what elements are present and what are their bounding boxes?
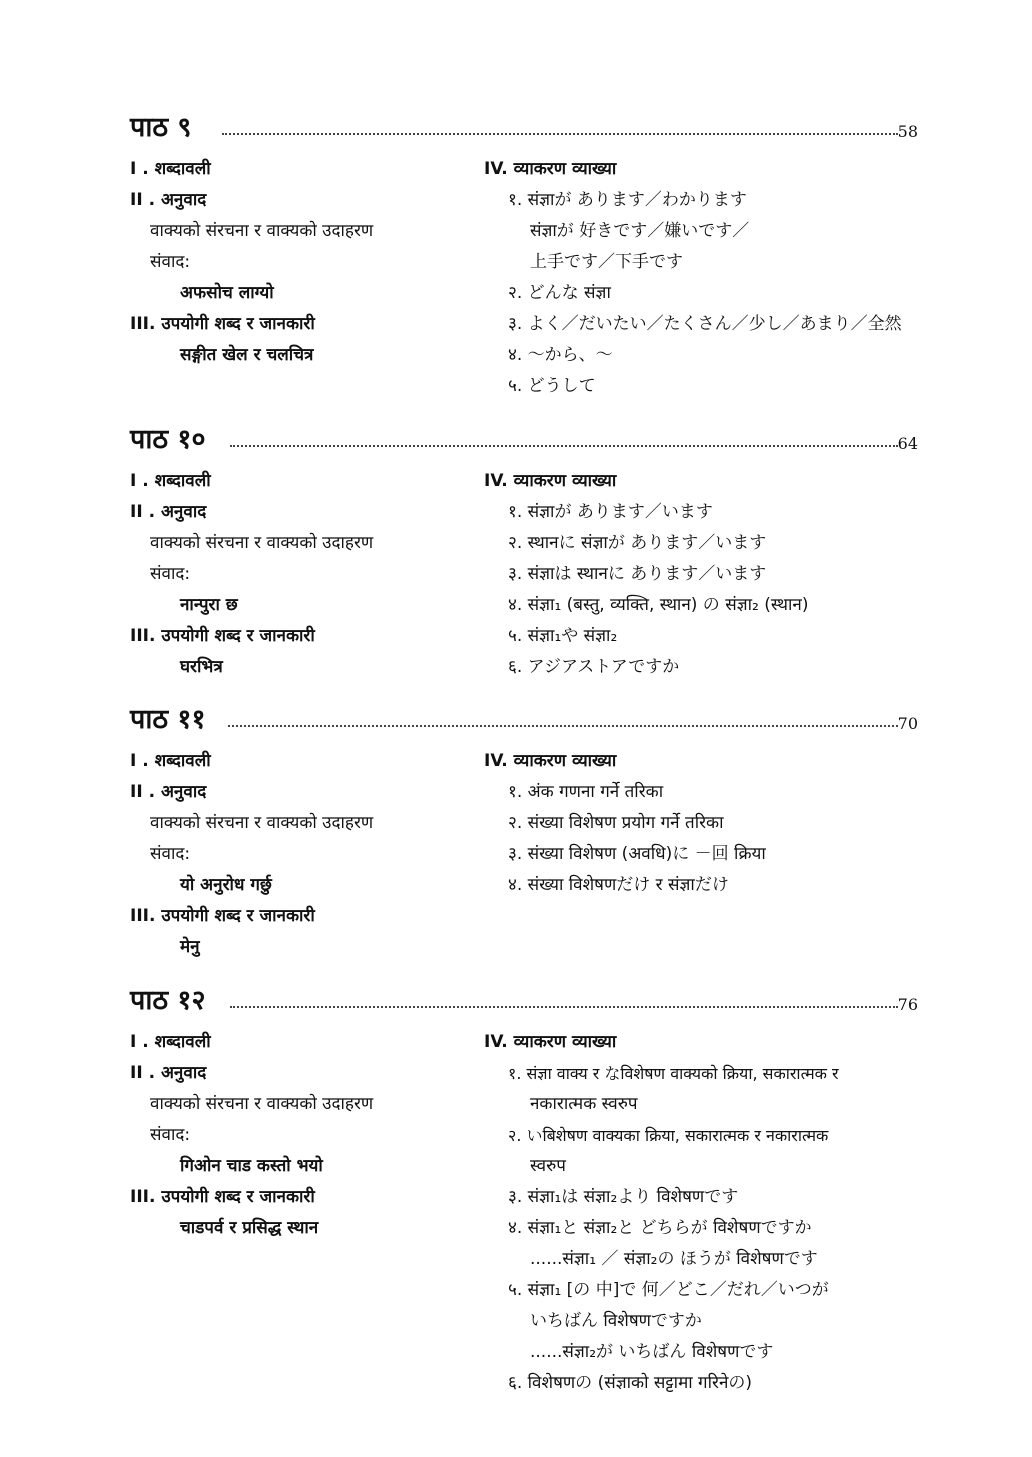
grammar-item-continued: नकारात्मक स्वरुप [530,1094,638,1114]
grammar-item-continued: いちばん विशेषणですか [530,1311,702,1331]
lesson-heading [130,983,930,1027]
sentence-patterns: वाक्यको संरचना र वाक्यको उदाहरण [150,533,374,553]
grammar-item: १. अंक गणना गर्ने तरिका [508,782,664,802]
page-number[interactable]: 58 [897,122,918,141]
section-useful-words: III. उपयोगी शब्द र जानकारी [130,906,315,926]
lesson-title[interactable]: पाठ १० [130,424,206,455]
useful-words-topic: सङ्गीत खेल र चलचित्र [180,345,314,365]
grammar-item-continued: 上手です／下手です [530,252,683,272]
grammar-item: १. संज्ञाが あります／います [508,502,713,522]
grammar-item-continued: स्वरुप [530,1156,566,1176]
right-column [484,154,934,402]
section-vocabulary: I . शब्दावली [130,751,211,771]
page-number[interactable]: 76 [897,995,918,1014]
section-vocabulary: I . शब्दावली [130,159,211,179]
grammar-item: ५. संज्ञा₁ [の 中]で 何／どこ／だれ／いつが [508,1280,829,1300]
conversation-label: संवाद: [150,564,191,584]
right-column [484,746,934,901]
lesson-11 [130,702,930,957]
sentence-patterns: वाक्यको संरचना र वाक्यको उदाहरण [150,221,374,241]
grammar-item: २. संख्या विशेषण प्रयोग गर्ने तरिका [508,813,724,833]
conversation-label: संवाद: [150,1125,191,1145]
section-translation: II . अनुवाद [130,190,207,210]
grammar-item: ५. どうして [508,376,596,396]
sentence-patterns: वाक्यको संरचना र वाक्यको उदाहरण [150,813,374,833]
grammar-item-continued: ......संज्ञा₁ ／ संज्ञा₂の ほうが विशेषणです [530,1249,818,1269]
section-grammar: IV. व्याकरण व्याख्या [484,1032,617,1052]
conversation-title: गिओन चाड कस्तो भयो [180,1156,323,1176]
grammar-item: ४. संज्ञा₁と संज्ञा₂と どちらが विशेषणですか [508,1218,812,1238]
lesson-title[interactable]: पाठ १२ [130,985,206,1016]
right-column [484,1027,934,1399]
lesson-title[interactable]: पाठ ११ [130,704,206,735]
grammar-item: ३. संज्ञा₁は संज्ञा₂より विशेषणです [508,1187,739,1207]
lesson-10 [130,422,930,677]
section-vocabulary: I . शब्दावली [130,471,211,491]
lesson-heading [130,422,930,466]
section-translation: II . अनुवाद [130,1063,207,1083]
grammar-item: २. स्थानに संज्ञाが あります／います [508,533,767,553]
page-number[interactable]: 70 [897,714,918,733]
right-column [484,466,934,683]
grammar-item: ६. アジアストアですか [508,657,680,677]
conversation-title: नान्पुरा छ [180,595,238,615]
lesson-12 [130,983,930,1393]
lesson-title[interactable]: पाठ ९ [130,112,192,143]
useful-words-topic: मेनु [180,937,200,957]
grammar-item: ३. संख्या विशेषण (अवधि)に －回 क्रिया [508,844,766,864]
left-column [130,746,470,963]
grammar-item: २. どんな संज्ञा [508,283,611,303]
grammar-item-continued: ......संज्ञा₂が いちばん विशेषणです [530,1342,774,1362]
page-number[interactable]: 64 [897,434,918,453]
grammar-item-continued: संज्ञाが 好きです／嫌いです／ [530,221,750,241]
conversation-title: यो अनुरोध गर्छु [180,875,272,895]
section-translation: II . अनुवाद [130,782,207,802]
section-translation: II . अनुवाद [130,502,207,522]
sentence-patterns: वाक्यको संरचना र वाक्यको उदाहरण [150,1094,374,1114]
conversation-title: अफसोच लाग्यो [180,283,274,303]
section-useful-words: III. उपयोगी शब्द र जानकारी [130,1187,315,1207]
grammar-item: ६. विशेषणの (संज्ञाको सट्टामा गरिनेの) [508,1373,753,1393]
section-useful-words: III. उपयोगी शब्द र जानकारी [130,314,315,334]
grammar-item: ४. ～から、～ [508,345,613,365]
dot-leader [222,133,898,135]
grammar-item: ३. よく／だいたい／たくさん／少し／あまり／全然 [508,314,902,334]
dot-leader [230,1006,898,1008]
lesson-heading [130,110,930,154]
left-column [130,154,470,371]
dot-leader [228,725,898,727]
section-grammar: IV. व्याकरण व्याख्या [484,159,617,179]
lesson-9 [130,110,930,396]
left-column [130,466,470,683]
grammar-item: ३. संज्ञाは स्थानに あります／います [508,564,767,584]
useful-words-topic: घरभित्र [180,657,223,677]
useful-words-topic: चाडपर्व र प्रसिद्ध स्थान [180,1218,319,1238]
grammar-item: ४. संज्ञा₁ (बस्तु, व्यक्ति, स्थान) の संज्ञा₂ (स्थान) [508,595,809,615]
grammar-item: ५. संज्ञा₁や संज्ञा₂ [508,626,618,646]
conversation-label: संवाद: [150,844,191,864]
lesson-heading [130,702,930,746]
grammar-item: ४. संख्या विशेषणだけ र संज्ञाだけ [508,875,729,895]
section-useful-words: III. उपयोगी शब्द र जानकारी [130,626,315,646]
grammar-item: २. いबिशेषण वाक्यका क्रिया, सकारात्मक र नकारात्मक [508,1126,829,1145]
dot-leader [230,445,898,447]
grammar-item: १. संज्ञा वाक्य र なविशेषण वाक्यको क्रिया, सकारात्मक र [508,1064,839,1083]
conversation-label: संवाद: [150,252,191,272]
left-column [130,1027,470,1244]
grammar-item: १. संज्ञाが あります／わかります [508,190,747,210]
section-vocabulary: I . शब्दावली [130,1032,211,1052]
section-grammar: IV. व्याकरण व्याख्या [484,471,617,491]
section-grammar: IV. व्याकरण व्याख्या [484,751,617,771]
